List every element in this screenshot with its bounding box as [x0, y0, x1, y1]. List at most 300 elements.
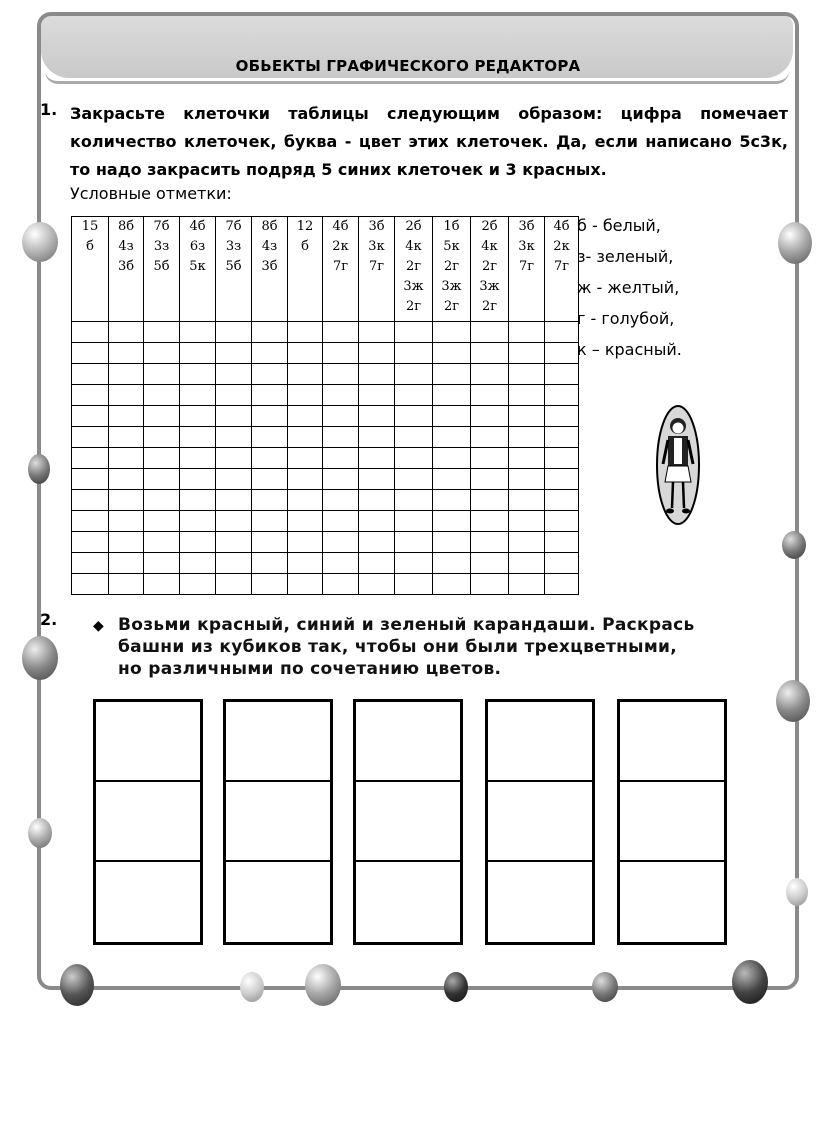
table-cell[interactable]: [471, 511, 509, 532]
table-cell[interactable]: [395, 448, 433, 469]
color-code: 3б: [368, 219, 385, 234]
table-cell[interactable]: [180, 364, 216, 385]
color-code: 8б: [261, 219, 278, 234]
tower-cube[interactable]: [226, 782, 330, 862]
tower-cube[interactable]: [356, 782, 460, 862]
table-cell[interactable]: [545, 343, 579, 364]
table-cell[interactable]: [252, 406, 288, 427]
table-cell[interactable]: [288, 427, 323, 448]
table-cell[interactable]: [144, 448, 180, 469]
table-cell[interactable]: [288, 448, 323, 469]
table-cell[interactable]: [216, 490, 252, 511]
bullet-icon: ◆: [93, 618, 104, 634]
table-cell[interactable]: [471, 385, 509, 406]
table-cell[interactable]: [252, 322, 288, 343]
table-cell[interactable]: [72, 322, 109, 343]
table-cell[interactable]: [395, 469, 433, 490]
table-cell[interactable]: [144, 490, 180, 511]
table-cell[interactable]: [72, 364, 109, 385]
bead-decoration: [60, 964, 94, 1006]
girl-illustration: [655, 404, 701, 526]
table-row: [72, 469, 579, 490]
color-legend-item: ж - желтый,: [577, 278, 680, 297]
table-cell[interactable]: [109, 427, 144, 448]
bead-decoration: [778, 222, 812, 264]
table-row: [72, 490, 579, 511]
table-cell[interactable]: [323, 490, 359, 511]
table-cell[interactable]: [72, 385, 109, 406]
color-code: 2г: [481, 299, 498, 314]
table-cell[interactable]: [216, 385, 252, 406]
tower-cube[interactable]: [620, 782, 724, 862]
table-cell[interactable]: [252, 343, 288, 364]
table-cell[interactable]: [180, 511, 216, 532]
table-cell[interactable]: [216, 343, 252, 364]
table-cell[interactable]: [545, 574, 579, 595]
table-cell[interactable]: [509, 322, 545, 343]
tower-cube[interactable]: [96, 862, 200, 942]
table-cell[interactable]: [72, 469, 109, 490]
task-1-instructions: Закрасьте клеточки таблицы следующим образом: цифра помечает количество клеточек, буква - цвет этих клеточек. Да, если написано 5с3к, то надо закрасить подряд 5 синих клеточек и 3 красных.: [70, 104, 788, 179]
table-row: [72, 427, 579, 448]
bead-decoration: [776, 680, 810, 722]
table-cell[interactable]: [359, 490, 395, 511]
table-cell[interactable]: [109, 448, 144, 469]
table-cell[interactable]: [180, 343, 216, 364]
tower: [223, 699, 333, 945]
table-cell[interactable]: [433, 364, 471, 385]
color-code: 3ж: [479, 279, 500, 294]
table-cell[interactable]: [109, 574, 144, 595]
color-code: 3к: [368, 239, 385, 254]
color-code: 4з: [261, 239, 278, 254]
bead-decoration: [240, 972, 264, 1002]
table-cell[interactable]: [109, 406, 144, 427]
table-cell[interactable]: [288, 553, 323, 574]
table-cell[interactable]: [288, 385, 323, 406]
table-cell[interactable]: [509, 553, 545, 574]
table-cell[interactable]: [180, 322, 216, 343]
table-cell[interactable]: [433, 406, 471, 427]
color-code: 7г: [332, 259, 349, 274]
table-header-cell: [180, 217, 216, 322]
color-code: 4б: [332, 219, 349, 234]
table-row: [72, 532, 579, 553]
table-cell[interactable]: [433, 574, 471, 595]
tower-cube[interactable]: [488, 702, 592, 782]
table-cell[interactable]: [288, 532, 323, 553]
task-1-number: 1.: [40, 100, 58, 119]
bead-decoration: [444, 972, 468, 1002]
table-cell[interactable]: [252, 553, 288, 574]
color-code: 1б: [443, 219, 460, 234]
table-cell[interactable]: [109, 553, 144, 574]
table-header-cell: [323, 217, 359, 322]
bead-decoration: [22, 636, 58, 680]
tower-cube[interactable]: [226, 862, 330, 942]
table-cell[interactable]: [252, 490, 288, 511]
bead-decoration: [28, 818, 52, 848]
tower-cube[interactable]: [620, 702, 724, 782]
table-cell[interactable]: [144, 364, 180, 385]
tower-cube[interactable]: [226, 702, 330, 782]
table-cell[interactable]: [471, 553, 509, 574]
table-cell[interactable]: [359, 448, 395, 469]
table-cell[interactable]: [509, 490, 545, 511]
table-cell[interactable]: [216, 574, 252, 595]
table-cell[interactable]: [216, 511, 252, 532]
table-cell[interactable]: [288, 490, 323, 511]
table-cell[interactable]: [323, 448, 359, 469]
bead-decoration: [28, 454, 50, 484]
table-cell[interactable]: [72, 511, 109, 532]
table-cell[interactable]: [359, 322, 395, 343]
tower-cube[interactable]: [488, 862, 592, 942]
table-cell[interactable]: [72, 343, 109, 364]
table-cell[interactable]: [395, 553, 433, 574]
table-cell[interactable]: [471, 364, 509, 385]
color-code: 4з: [118, 239, 134, 254]
table-cell[interactable]: [216, 364, 252, 385]
task-2-number: 2.: [40, 610, 58, 629]
color-legend-item: г - голубой,: [577, 309, 675, 328]
table-cell[interactable]: [433, 448, 471, 469]
table-cell[interactable]: [395, 427, 433, 448]
color-code: 7б: [153, 219, 170, 234]
table-cell[interactable]: [323, 406, 359, 427]
table-cell[interactable]: [323, 322, 359, 343]
table-cell[interactable]: [323, 511, 359, 532]
table-cell[interactable]: [252, 385, 288, 406]
color-code: 5б: [153, 259, 170, 274]
color-code: 7б: [225, 219, 242, 234]
table-cell[interactable]: [359, 532, 395, 553]
table-cell[interactable]: [144, 322, 180, 343]
table-row: [72, 406, 579, 427]
color-code: 6з: [189, 239, 206, 254]
table-cell[interactable]: [509, 427, 545, 448]
table-cell[interactable]: [109, 343, 144, 364]
color-code: 2г: [405, 259, 422, 274]
table-cell[interactable]: [288, 343, 323, 364]
table-header-cell: [359, 217, 395, 322]
tower: [353, 699, 463, 945]
table-header-cell: [395, 217, 433, 322]
table-cell[interactable]: [72, 574, 109, 595]
table-cell[interactable]: [323, 343, 359, 364]
table-cell[interactable]: [359, 343, 395, 364]
color-code: 2б: [405, 219, 422, 234]
table-cell[interactable]: [323, 553, 359, 574]
table-cell[interactable]: [109, 532, 144, 553]
table-cell[interactable]: [395, 490, 433, 511]
color-code: 3ж: [441, 279, 462, 294]
table-cell[interactable]: [395, 574, 433, 595]
table-cell[interactable]: [471, 469, 509, 490]
tower: [93, 699, 203, 945]
table-cell[interactable]: [323, 574, 359, 595]
table-cell[interactable]: [144, 385, 180, 406]
table-cell[interactable]: [144, 511, 180, 532]
table-cell[interactable]: [433, 427, 471, 448]
table-cell[interactable]: [359, 553, 395, 574]
table-cell[interactable]: [359, 511, 395, 532]
color-code: 2г: [481, 259, 498, 274]
table-cell[interactable]: [72, 427, 109, 448]
table-cell[interactable]: [288, 469, 323, 490]
table-row: [72, 511, 579, 532]
table-cell[interactable]: [180, 553, 216, 574]
table-cell[interactable]: [545, 532, 579, 553]
table-cell[interactable]: [545, 469, 579, 490]
table-cell[interactable]: [109, 364, 144, 385]
legend-caption: Условные отметки:: [70, 184, 232, 203]
table-cell[interactable]: [180, 427, 216, 448]
table-cell[interactable]: [545, 427, 579, 448]
table-cell[interactable]: [509, 406, 545, 427]
color-code: 3к: [518, 239, 535, 254]
table-cell[interactable]: [109, 490, 144, 511]
table-cell[interactable]: [471, 532, 509, 553]
color-code: б: [86, 239, 94, 254]
table-cell[interactable]: [323, 469, 359, 490]
color-code: 2г: [443, 299, 460, 314]
table-cell[interactable]: [180, 448, 216, 469]
color-legend-item: з- зеленый,: [577, 247, 674, 266]
bead-decoration: [22, 222, 58, 262]
bead-decoration: [305, 964, 341, 1006]
table-cell[interactable]: [216, 448, 252, 469]
table-cell[interactable]: [359, 469, 395, 490]
table-cell[interactable]: [144, 469, 180, 490]
table-row: [72, 343, 579, 364]
table-cell[interactable]: [180, 406, 216, 427]
table-cell[interactable]: [395, 343, 433, 364]
table-cell[interactable]: [216, 406, 252, 427]
table-cell[interactable]: [545, 448, 579, 469]
table-row: [72, 448, 579, 469]
table-cell[interactable]: [144, 343, 180, 364]
table-cell[interactable]: [471, 490, 509, 511]
coloring-table: [71, 216, 579, 595]
color-code: 2к: [332, 239, 349, 254]
table-cell[interactable]: [395, 532, 433, 553]
color-code: 2к: [553, 239, 570, 254]
table-cell[interactable]: [144, 553, 180, 574]
table-cell[interactable]: [323, 427, 359, 448]
color-code: 5к: [443, 239, 460, 254]
table-cell[interactable]: [252, 511, 288, 532]
tower-cube[interactable]: [488, 782, 592, 862]
table-row: [72, 322, 579, 343]
table-row: [72, 574, 579, 595]
table-cell[interactable]: [509, 364, 545, 385]
table-cell[interactable]: [144, 427, 180, 448]
table-cell[interactable]: [216, 532, 252, 553]
table-cell[interactable]: [252, 469, 288, 490]
tower-cube[interactable]: [96, 782, 200, 862]
table-cell[interactable]: [359, 364, 395, 385]
table-cell[interactable]: [216, 553, 252, 574]
table-cell[interactable]: [545, 406, 579, 427]
table-cell[interactable]: [509, 448, 545, 469]
table-cell[interactable]: [471, 322, 509, 343]
table-header-cell: [509, 217, 545, 322]
table-cell[interactable]: [72, 490, 109, 511]
table-cell[interactable]: [545, 364, 579, 385]
table-cell[interactable]: [216, 427, 252, 448]
color-code: 5б: [225, 259, 242, 274]
table-cell[interactable]: [545, 490, 579, 511]
color-code: 3з: [153, 239, 170, 254]
color-code: 7г: [553, 259, 570, 274]
color-code: 12: [296, 219, 314, 234]
tower-cube[interactable]: [96, 702, 200, 782]
table-cell[interactable]: [288, 322, 323, 343]
table-header-cell: [252, 217, 288, 322]
table-cell[interactable]: [471, 406, 509, 427]
table-cell[interactable]: [109, 322, 144, 343]
table-header-cell: [72, 217, 109, 322]
color-code: 8б: [117, 219, 135, 234]
table-cell[interactable]: [359, 574, 395, 595]
table-cell[interactable]: [433, 343, 471, 364]
table-cell[interactable]: [395, 511, 433, 532]
tower-cube[interactable]: [356, 702, 460, 782]
table-header-cell: [109, 217, 144, 322]
table-cell[interactable]: [545, 385, 579, 406]
table-cell[interactable]: [72, 532, 109, 553]
task-2-line: башни из кубиков так, чтобы они были трехцветными,: [118, 637, 677, 657]
bead-decoration: [786, 878, 808, 906]
table-cell[interactable]: [395, 406, 433, 427]
table-cell[interactable]: [252, 364, 288, 385]
color-code: 4к: [481, 239, 498, 254]
table-cell[interactable]: [180, 574, 216, 595]
table-cell[interactable]: [433, 490, 471, 511]
table-cell[interactable]: [359, 427, 395, 448]
tower-cube[interactable]: [356, 862, 460, 942]
table-cell[interactable]: [395, 322, 433, 343]
table-cell[interactable]: [109, 469, 144, 490]
table-header-cell: [545, 217, 579, 322]
table-cell[interactable]: [180, 490, 216, 511]
table-cell[interactable]: [509, 385, 545, 406]
table-cell[interactable]: [252, 427, 288, 448]
table-cell[interactable]: [109, 385, 144, 406]
table-cell[interactable]: [323, 532, 359, 553]
color-code: 7г: [518, 259, 535, 274]
table-cell[interactable]: [252, 448, 288, 469]
color-code: 3з: [225, 239, 242, 254]
table-cell[interactable]: [359, 406, 395, 427]
color-legend-item: б - белый,: [577, 216, 661, 235]
table-cell[interactable]: [323, 385, 359, 406]
table-cell[interactable]: [545, 553, 579, 574]
table-cell[interactable]: [359, 385, 395, 406]
bead-decoration: [592, 972, 618, 1002]
table-cell[interactable]: [509, 511, 545, 532]
table-cell[interactable]: [109, 511, 144, 532]
table-cell[interactable]: [395, 385, 433, 406]
table-cell[interactable]: [72, 406, 109, 427]
table-cell[interactable]: [433, 469, 471, 490]
table-cell[interactable]: [433, 511, 471, 532]
table-cell[interactable]: [288, 364, 323, 385]
table-header-cell: [433, 217, 471, 322]
table-cell[interactable]: [288, 406, 323, 427]
table-cell[interactable]: [509, 469, 545, 490]
table-cell[interactable]: [288, 574, 323, 595]
color-code: 2г: [405, 299, 422, 314]
table-cell[interactable]: [72, 553, 109, 574]
tower: [485, 699, 595, 945]
table-cell[interactable]: [471, 448, 509, 469]
table-cell[interactable]: [433, 532, 471, 553]
table-cell[interactable]: [252, 574, 288, 595]
table-cell[interactable]: [509, 343, 545, 364]
table-cell[interactable]: [180, 385, 216, 406]
color-code: б: [301, 239, 309, 254]
table-cell[interactable]: [471, 427, 509, 448]
table-cell[interactable]: [471, 574, 509, 595]
table-cell[interactable]: [323, 364, 359, 385]
table-cell[interactable]: [144, 406, 180, 427]
table-cell[interactable]: [433, 553, 471, 574]
table-cell[interactable]: [180, 532, 216, 553]
table-cell[interactable]: [216, 322, 252, 343]
table-header-cell: [216, 217, 252, 322]
tower-cube[interactable]: [620, 862, 724, 942]
table-row: [72, 385, 579, 406]
table-cell[interactable]: [471, 343, 509, 364]
color-legend: [577, 210, 682, 365]
color-legend-item: к – красный.: [577, 340, 682, 359]
table-cell[interactable]: [216, 469, 252, 490]
table-header-row: [72, 217, 579, 322]
color-code: 4б: [189, 219, 206, 234]
bead-decoration: [732, 960, 768, 1004]
table-cell[interactable]: [509, 574, 545, 595]
table-cell[interactable]: [433, 322, 471, 343]
table-cell[interactable]: [509, 532, 545, 553]
color-code: 2б: [481, 219, 498, 234]
color-code: 3ж: [403, 279, 424, 294]
table-header-cell: [471, 217, 509, 322]
table-cell[interactable]: [180, 469, 216, 490]
table-cell[interactable]: [288, 511, 323, 532]
table-cell[interactable]: [252, 532, 288, 553]
table-cell[interactable]: [545, 511, 579, 532]
table-cell[interactable]: [395, 364, 433, 385]
tower: [617, 699, 727, 945]
table-header-cell: [288, 217, 323, 322]
color-code: 7г: [368, 259, 385, 274]
task-2-line: Возьми красный, синий и зеленый карандаши. Раскрась: [118, 615, 695, 635]
table-row: [72, 364, 579, 385]
color-code: 3б: [518, 219, 535, 234]
table-cell[interactable]: [433, 385, 471, 406]
task-2-line: но различными по сочетанию цветов.: [118, 659, 502, 679]
color-code: 3б: [261, 259, 278, 274]
bead-decoration: [782, 531, 806, 559]
color-code: 4б: [553, 219, 570, 234]
page-title: ОБЬЕКТЫ ГРАФИЧЕСКОГО РЕДАКТОРА: [235, 57, 581, 75]
table-cell[interactable]: [144, 532, 180, 553]
table-cell[interactable]: [144, 574, 180, 595]
table-cell[interactable]: [545, 322, 579, 343]
table-cell[interactable]: [72, 448, 109, 469]
